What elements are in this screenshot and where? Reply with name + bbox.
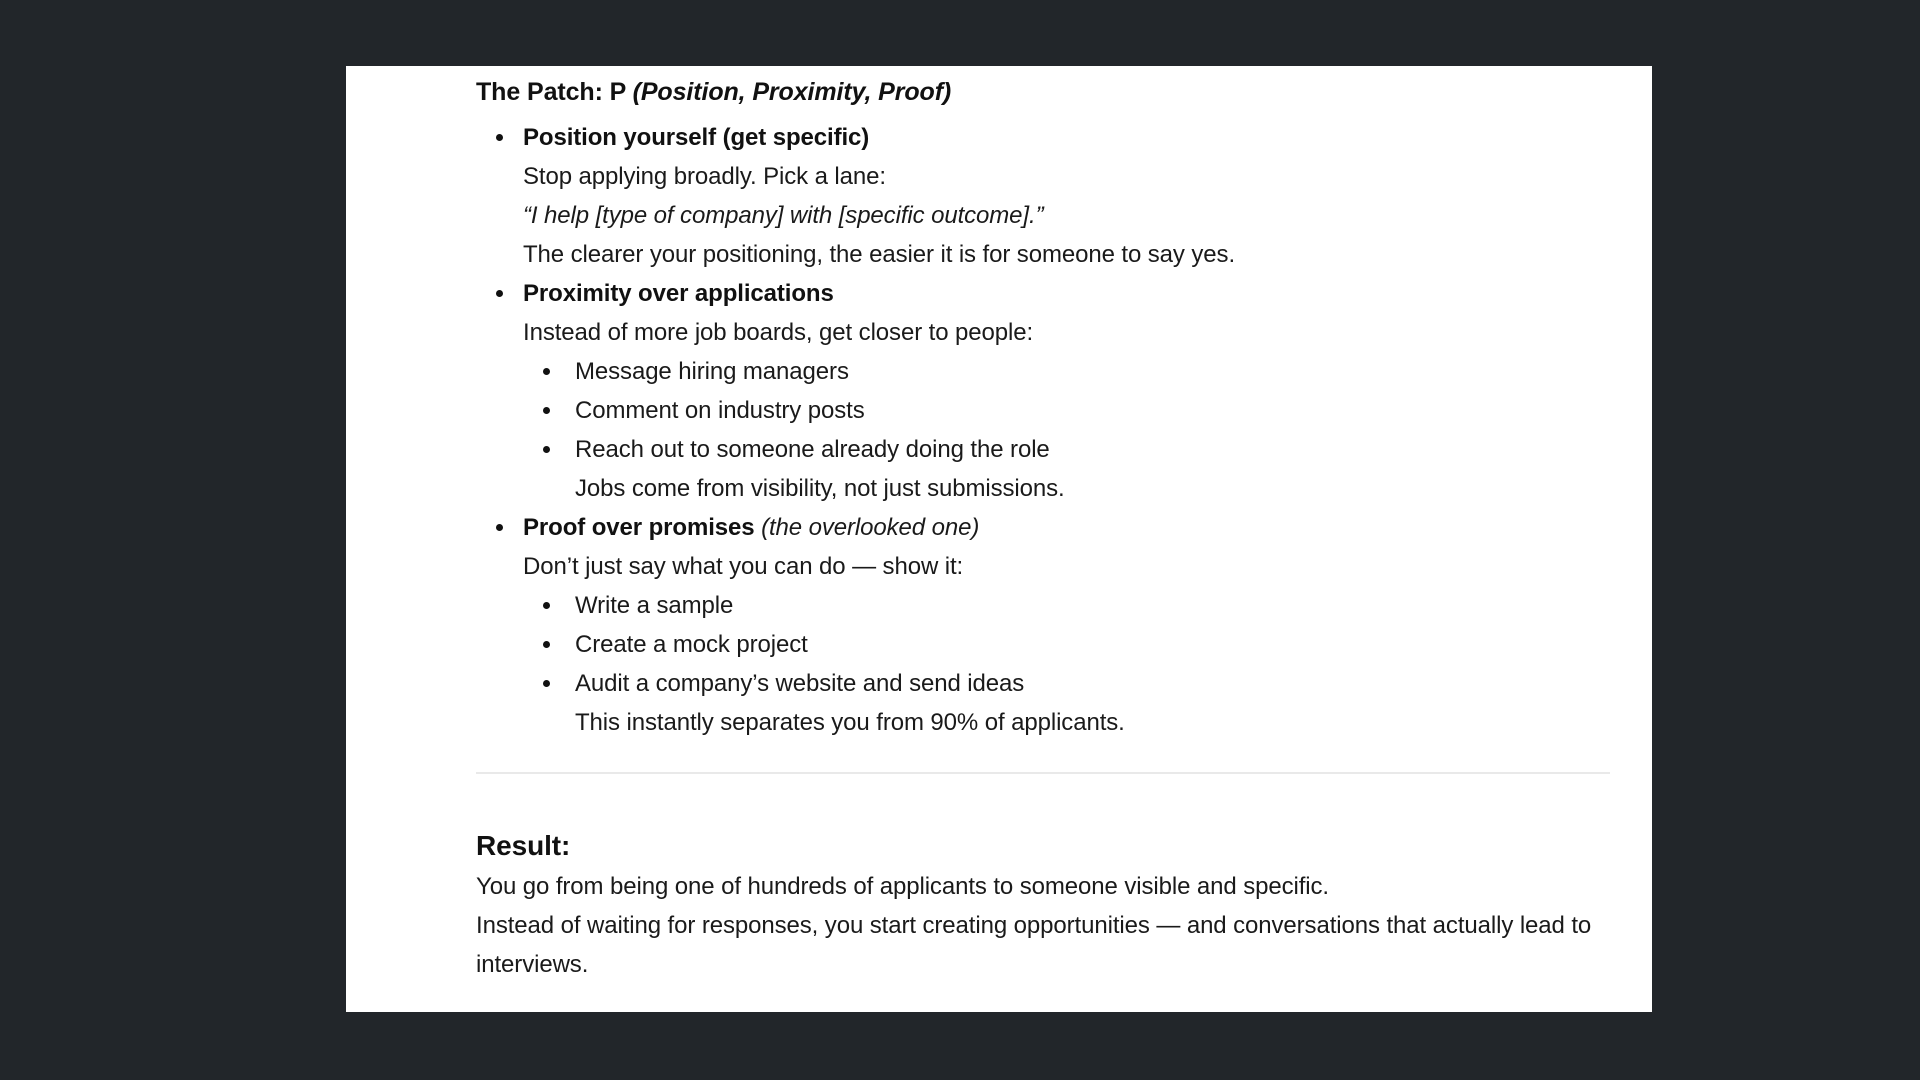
list-item-proximity: [476, 274, 1610, 508]
proximity-sublist: [523, 352, 1610, 508]
bullet-icon: [543, 407, 550, 414]
item-line: Instead of more job boards, get closer to people:: [523, 319, 1034, 346]
bullet-icon: [496, 134, 503, 141]
result-paragraph: Instead of waiting for responses, you start creating opportunities — and conversations that actually lead to interviews.: [476, 912, 1592, 978]
item-heading-bold: Proof over promises: [523, 514, 755, 541]
item-line: The clearer your positioning, the easier it is for someone to say yes.: [523, 241, 1236, 268]
content-panel: [346, 66, 1652, 1012]
sublist-item: [523, 664, 1610, 742]
subitem-line: Comment on industry posts: [575, 397, 865, 424]
subitem-line: Reach out to someone already doing the role: [575, 436, 1050, 463]
document-body: [346, 66, 1652, 984]
sublist-item: [523, 352, 1610, 391]
sublist-item: [523, 430, 1610, 508]
proof-sublist: [523, 586, 1610, 742]
subitem-note: Jobs come from visibility, not just submissions.: [575, 475, 1065, 502]
patch-list: [476, 118, 1610, 742]
item-line-quote: “I help [type of company] with [specific outcome].”: [523, 202, 1044, 229]
sublist-item: [523, 391, 1610, 430]
item-heading: [523, 508, 1610, 547]
result-heading: Result:: [476, 830, 571, 861]
bullet-icon: [543, 446, 550, 453]
bullet-icon: [543, 602, 550, 609]
subitem-line: Write a sample: [575, 592, 734, 619]
item-line: Don’t just say what you can do — show it:: [523, 553, 964, 580]
bullet-icon: [496, 524, 503, 531]
bullet-icon: [543, 368, 550, 375]
result-paragraph: You go from being one of hundreds of applicants to someone visible and specific.: [476, 873, 1330, 900]
section-divider: [476, 772, 1610, 774]
subitem-line: Message hiring managers: [575, 358, 849, 385]
subitem-line: Audit a company’s website and send ideas: [575, 670, 1025, 697]
sublist-item: [523, 625, 1610, 664]
item-line: Stop applying broadly. Pick a lane:: [523, 163, 886, 190]
subitem-line: Create a mock project: [575, 631, 808, 658]
item-heading: Position yourself (get specific): [523, 124, 870, 151]
bullet-icon: [543, 641, 550, 648]
bullet-icon: [496, 290, 503, 297]
subitem-note: This instantly separates you from 90% of applicants.: [575, 709, 1125, 736]
sublist-item: [523, 586, 1610, 625]
item-heading: Proximity over applications: [523, 280, 834, 307]
section-title-bold: The Patch: P: [476, 78, 633, 106]
item-heading-italic: (the overlooked one): [754, 514, 980, 541]
list-item-position: [476, 118, 1610, 274]
bullet-icon: [543, 680, 550, 687]
section-title-italic: (Position, Proximity, Proof): [632, 78, 952, 106]
list-item-proof: [476, 508, 1610, 742]
section-title: [476, 73, 1610, 112]
